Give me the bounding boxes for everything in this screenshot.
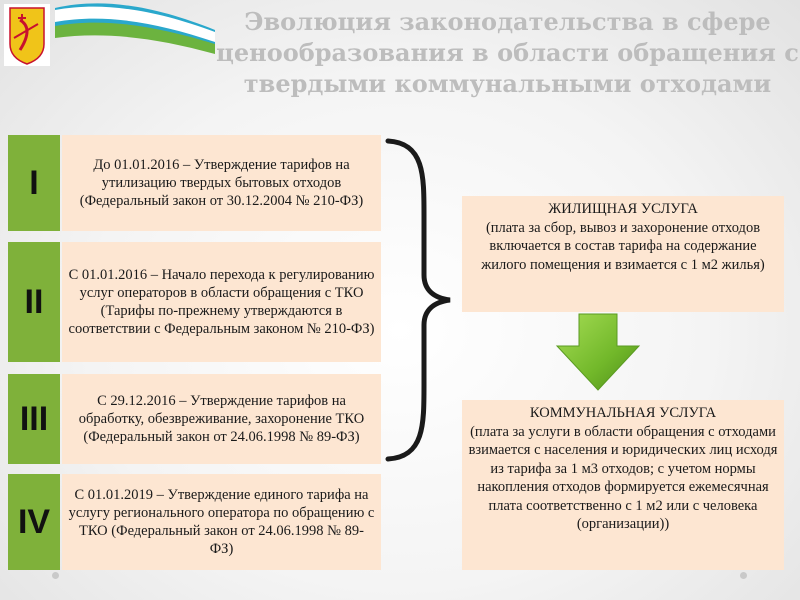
stage-numeral: III	[8, 374, 60, 464]
communal-service-text: (плата за услуги в области обращения с отходами взимается с населения и юридических лиц исходя из тарифа за 1 м3 отходов; с учетом нормы накопления отходов формируется ежемесячная плата соответственно с 1 м2 или с человека (организации))	[468, 423, 778, 532]
decorative-dot	[740, 572, 747, 579]
flag-ribbon-icon	[55, 3, 215, 54]
decorative-dot	[52, 572, 59, 579]
stage-numeral: IV	[8, 474, 60, 570]
right-brace-icon	[384, 135, 454, 465]
page-title	[215, 6, 800, 99]
stage-description: С 01.01.2019 – Утверждение единого тарифа на услугу регионального оператора по обращению с ТКО (Федеральный закон от 24.06.1998 № 89-ФЗ)	[62, 474, 381, 570]
stage-4	[8, 474, 381, 570]
stage-2	[8, 242, 381, 362]
stage-description: До 01.01.2016 – Утверждение тарифов на утилизацию твердых бытовых отходов (Федеральный закон от 30.12.2004 № 210-ФЗ)	[62, 135, 381, 231]
stage-numeral: I	[8, 135, 60, 231]
stage-1	[8, 135, 381, 231]
coat-of-arms-icon	[4, 4, 50, 66]
communal-service-title: КОММУНАЛЬНАЯ УСЛУГА	[529, 405, 717, 421]
communal-service-box	[462, 400, 784, 570]
title-line-1: Эволюция законодательства в сфере	[244, 7, 771, 36]
housing-service-box	[462, 196, 784, 312]
title-line-2: ценообразования в области обращения с	[216, 38, 799, 67]
stage-description: С 29.12.2016 – Утверждение тарифов на обработку, обезвреживание, захоронение ТКО (Федеральный закон от 24.06.1998 № 89-ФЗ)	[62, 374, 381, 464]
stage-numeral: II	[8, 242, 60, 362]
stage-description: С 01.01.2016 – Начало перехода к регулированию услуг операторов в области обращения с ТКО (Тарифы по-прежнему утверждаются в соответствии с Федеральным законом № 210-ФЗ)	[62, 242, 381, 362]
header-emblem-flag	[0, 0, 215, 70]
housing-service-title: ЖИЛИЩНАЯ УСЛУГА	[548, 201, 698, 217]
stage-3	[8, 374, 381, 464]
title-line-3: твердыми коммунальными отходами	[243, 69, 772, 98]
housing-service-text: (плата за сбор, вывоз и захоронение отходов включается в состав тарифа на содержание жилого помещения и взимается с 1 м2 жилья)	[481, 219, 765, 273]
down-arrow-icon	[555, 312, 641, 392]
